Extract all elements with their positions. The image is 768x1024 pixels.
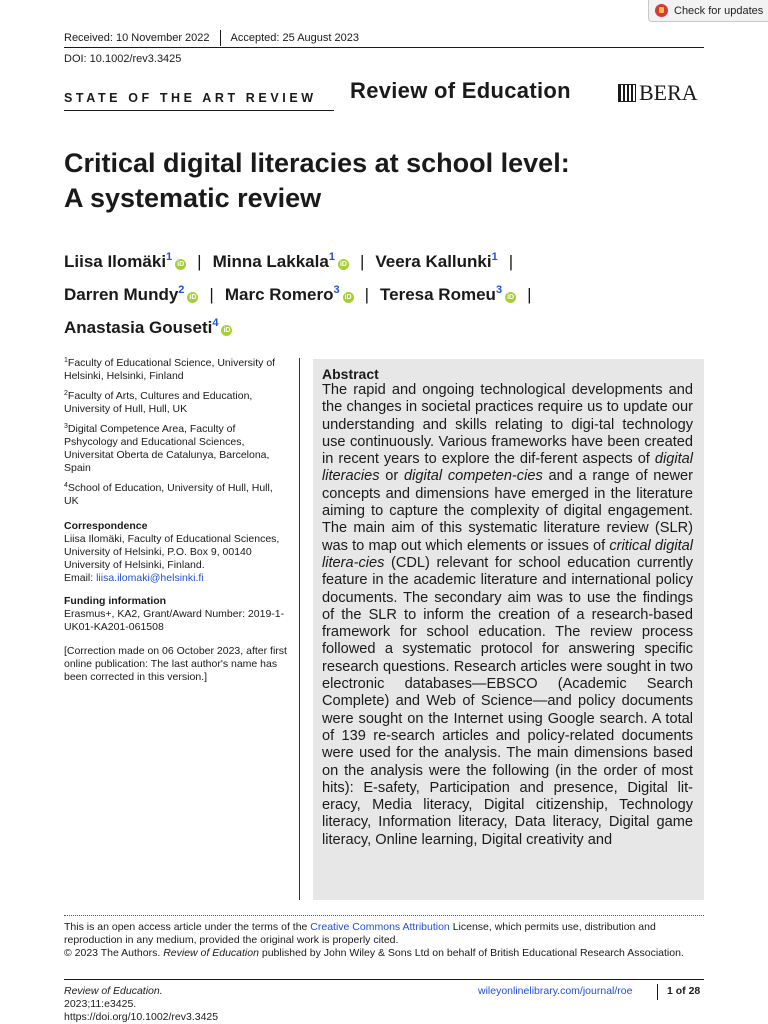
abstract-box [313,359,704,900]
section-label: STATE OF THE ART REVIEW [64,91,317,105]
article-title [64,146,684,216]
copyright-note: © 2023 The Authors. Review of Education published by John Wiley & Sons Ltd on behalf of British Educational Research Association. [64,947,684,959]
affiliation: $^2$Faculty of Arts, Cultures and Education, University of Hull, Hull, UK [64,390,253,415]
citation [64,985,218,1024]
title-line-2: A systematic review [64,183,322,213]
accepted-date: Accepted: 25 August 2023 [230,32,359,44]
author-separator: | [364,285,370,304]
correspondence-heading: Correspondence [64,520,148,532]
author[interactable]: Marc Romero$^3$iD [224,284,352,304]
orcid-icon[interactable]: iD [177,261,185,268]
author-separator: | [209,285,214,304]
correspondence-email: Email: liisa.ilomaki@helsinki.fi [64,572,204,584]
section-underline [64,110,334,111]
citation-doi-link[interactable]: https://doi.org/10.1002/rev3.3425 [64,1011,219,1023]
affiliation: $^1$Faculty of Educational Science, University of Helsinki, Helsinki, Finland [64,357,276,382]
author-separator: | [508,252,514,271]
email-link[interactable]: liisa.ilomaki@helsinki.fi [96,572,204,584]
author-list [64,243,704,342]
affiliation: $^4$School of Education, University of Hull, Hull, UK [64,482,273,507]
orcid-icon[interactable]: iD [344,294,352,301]
page-separator [657,984,658,1000]
author-line-1 [64,243,704,276]
author[interactable]: Teresa Romeu$^3$iD [380,284,515,304]
affiliation: $^3$Digital Competence Area, Faculty of Pshycology and Educational Sciences, Universitat Oberta de Catalunya, Barcelona, Spain [64,423,270,474]
citation-line: Review of Education. 2023;11:e3425. [64,985,163,1010]
check-for-updates-label: Check for updates [674,4,764,17]
author[interactable]: Darren Mundy$^2$iD [64,284,197,304]
orcid-icon[interactable]: iD [189,294,197,301]
author[interactable]: Liisa Ilomäki$^1$iD [64,251,185,271]
received-date: Received: 10 November 2022 [64,32,210,44]
title-line-1: Critical digital literacies at school level: [64,148,570,178]
footer-dotted-rule [64,915,704,916]
funding-text: Erasmus+, KA2, Grant/Award Number: 2019-1-UK01-KA201-061508 [64,608,285,633]
author-separator: | [197,252,202,271]
correspondence-text: Liisa Ilomäki, Faculty of Educational Sciences, University of Helsinki, P.O. Box 9, 00140 University of Helsinki, Finland. [64,533,280,571]
author-line-3 [64,309,704,342]
article-dates [64,30,359,46]
correction-note: [Correction made on 06 October 2023, after first online publication: The last author's name has been corrected in this version.] [64,645,287,683]
license-note: This is an open access article under the terms of the Creative Commons Attribution License, which permits use, distribution and reproduction in any medium, provided the original work is properly cited. [64,921,656,946]
license-link[interactable]: Creative Commons Attribution [310,921,450,933]
bera-logo [618,80,698,106]
affiliations-column [64,354,290,684]
orcid-icon[interactable]: iD [507,294,515,301]
header-rule [64,47,704,48]
author[interactable]: Anastasia Gouseti$^4$iD [64,317,231,337]
date-separator [220,30,221,46]
author[interactable]: Minna Lakkala$^1$iD [212,251,347,271]
check-for-updates-button[interactable] [648,0,768,22]
journal-url-link[interactable]: wileyonlinelibrary.com/journal/roe [478,985,633,997]
column-divider [299,358,300,900]
funding-heading: Funding information [64,595,167,607]
doi: DOI: 10.1002/rev3.3425 [64,53,182,65]
author-separator: | [359,252,365,271]
page-number: 1 of 28 [667,985,701,997]
footer-rule [64,979,704,980]
bera-logo-text: BERA [639,80,698,105]
bookmark-icon [655,4,668,17]
author-line-2 [64,276,704,309]
orcid-icon[interactable]: iD [223,327,231,334]
author-separator: | [527,285,532,304]
author[interactable]: Veera Kallunki$^1$ [375,251,498,271]
bera-logo-icon [618,84,636,102]
journal-name: Review of Education [350,78,571,103]
abstract-heading: Abstract [322,366,379,382]
abstract-body: The rapid and ongoing technological developments and the changes in societal practices require us to update our understanding and skills relating to digi-tal technology use continuously. Various frameworks have been created in recent years to explore the dif-ferent aspects of digital literacies or digital competen-cies and a range of newer concepts and dimensions have emerged in the literature aiming to capture the complexity of digital engagement. The main aim of this systematic literature review (SLR) was to map out which elements or issues of critical digital litera-cies (CDL) relevant for school education currently feature in the academic literature and international policy documents. The secondary aim was to use the findings of the SLR to inform the creation of a research-based framework for school education. The review process followed a systematic protocol for answering specific research questions. Research articles were sought in two electronic databases—EBSCO (Academic Search Complete) and Web of Science—and policy documents were sought on the Internet using Google search. A total of 139 re-search articles and policy-related documents were used for the analysis. The main dimensions based on the analysis were the following (in the order of most hits): E-safety, Participation and presence, Digital lit-eracy, Media literacy, Digital citizenship, Technology literacy, Information literacy, Data literacy, Digital game literacy, Online learning, Digital creativity and [322,382,694,848]
orcid-icon[interactable]: iD [339,261,347,268]
